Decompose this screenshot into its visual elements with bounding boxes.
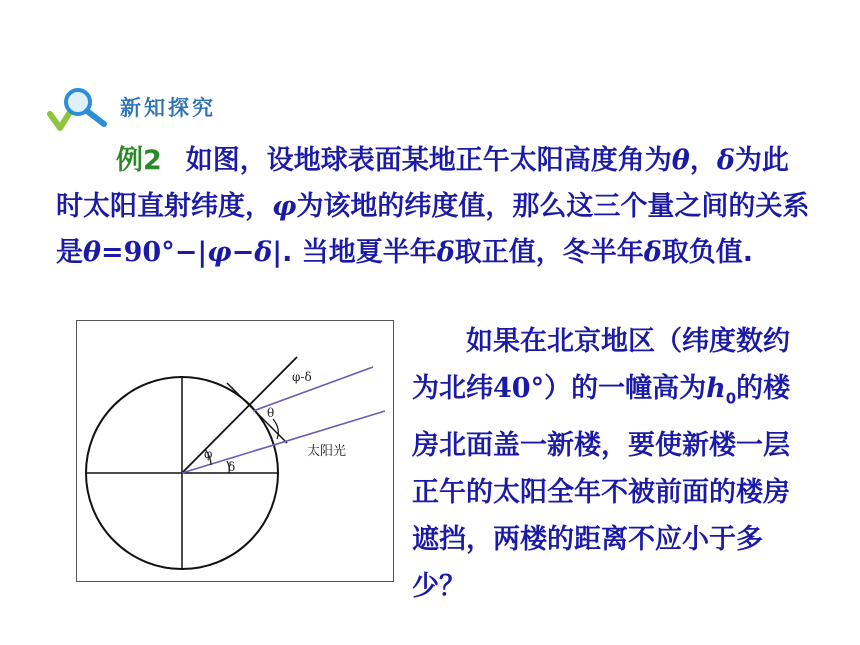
earth-sunlight-figure (76, 320, 394, 582)
section-header (40, 82, 300, 132)
problem-comma: ， (689, 145, 717, 176)
question-text-1: 如果在北京地区（纬度数约为北纬 (412, 326, 790, 404)
symbol-theta: θ (671, 145, 690, 176)
problem-text-1: 如图，设地球表面某地正午太阳高度角为 (185, 145, 672, 176)
question-text-3: 的楼房北面盖一新楼，要使新楼一层正午的太阳全年不被前面的楼房遮挡，两楼的距离不应小于多少？ (412, 373, 791, 603)
problem-text-2: 为此时太阳直射纬度， (56, 145, 789, 222)
formula-phi: φ (207, 237, 232, 268)
formula-delta: δ (254, 237, 273, 268)
formula-theta: θ (83, 237, 102, 268)
sunlight-ray-surface (253, 367, 373, 411)
symbol-h: h (706, 373, 726, 404)
example-problem (56, 138, 814, 276)
symbol-delta-3: δ (643, 237, 662, 268)
problem-text-4: . 当地夏半年 (282, 237, 437, 268)
label-phi: φ (204, 447, 213, 461)
symbol-delta-2: δ (436, 237, 455, 268)
question-text-2: ）的一幢高为 (544, 373, 707, 404)
label-sunlight: 太阳光 (307, 444, 347, 459)
section-title: 新知探究 (120, 96, 216, 120)
problem-text-3: 为该地的纬度值，那么这三个量之间的关系是 (56, 191, 810, 268)
magnifier-check-icon (46, 84, 108, 132)
formula-body: =90°−| (101, 237, 208, 268)
question-latitude: 40° (493, 373, 545, 404)
symbol-h-subscript: 0 (725, 389, 737, 408)
example-label: 例2 (116, 145, 162, 176)
problem-text-6: 取负值. (661, 237, 754, 268)
label-phi-delta: φ-δ (292, 370, 312, 384)
follow-up-question (412, 318, 812, 610)
formula-bar: | (272, 237, 283, 268)
figure-diagram (77, 321, 393, 581)
symbol-delta: δ (716, 145, 735, 176)
symbol-phi: φ (272, 191, 297, 222)
problem-text-5: 取正值，冬半年 (454, 237, 644, 268)
formula-minus: − (231, 237, 255, 268)
label-theta: θ (267, 406, 275, 420)
label-delta: δ (228, 460, 236, 474)
